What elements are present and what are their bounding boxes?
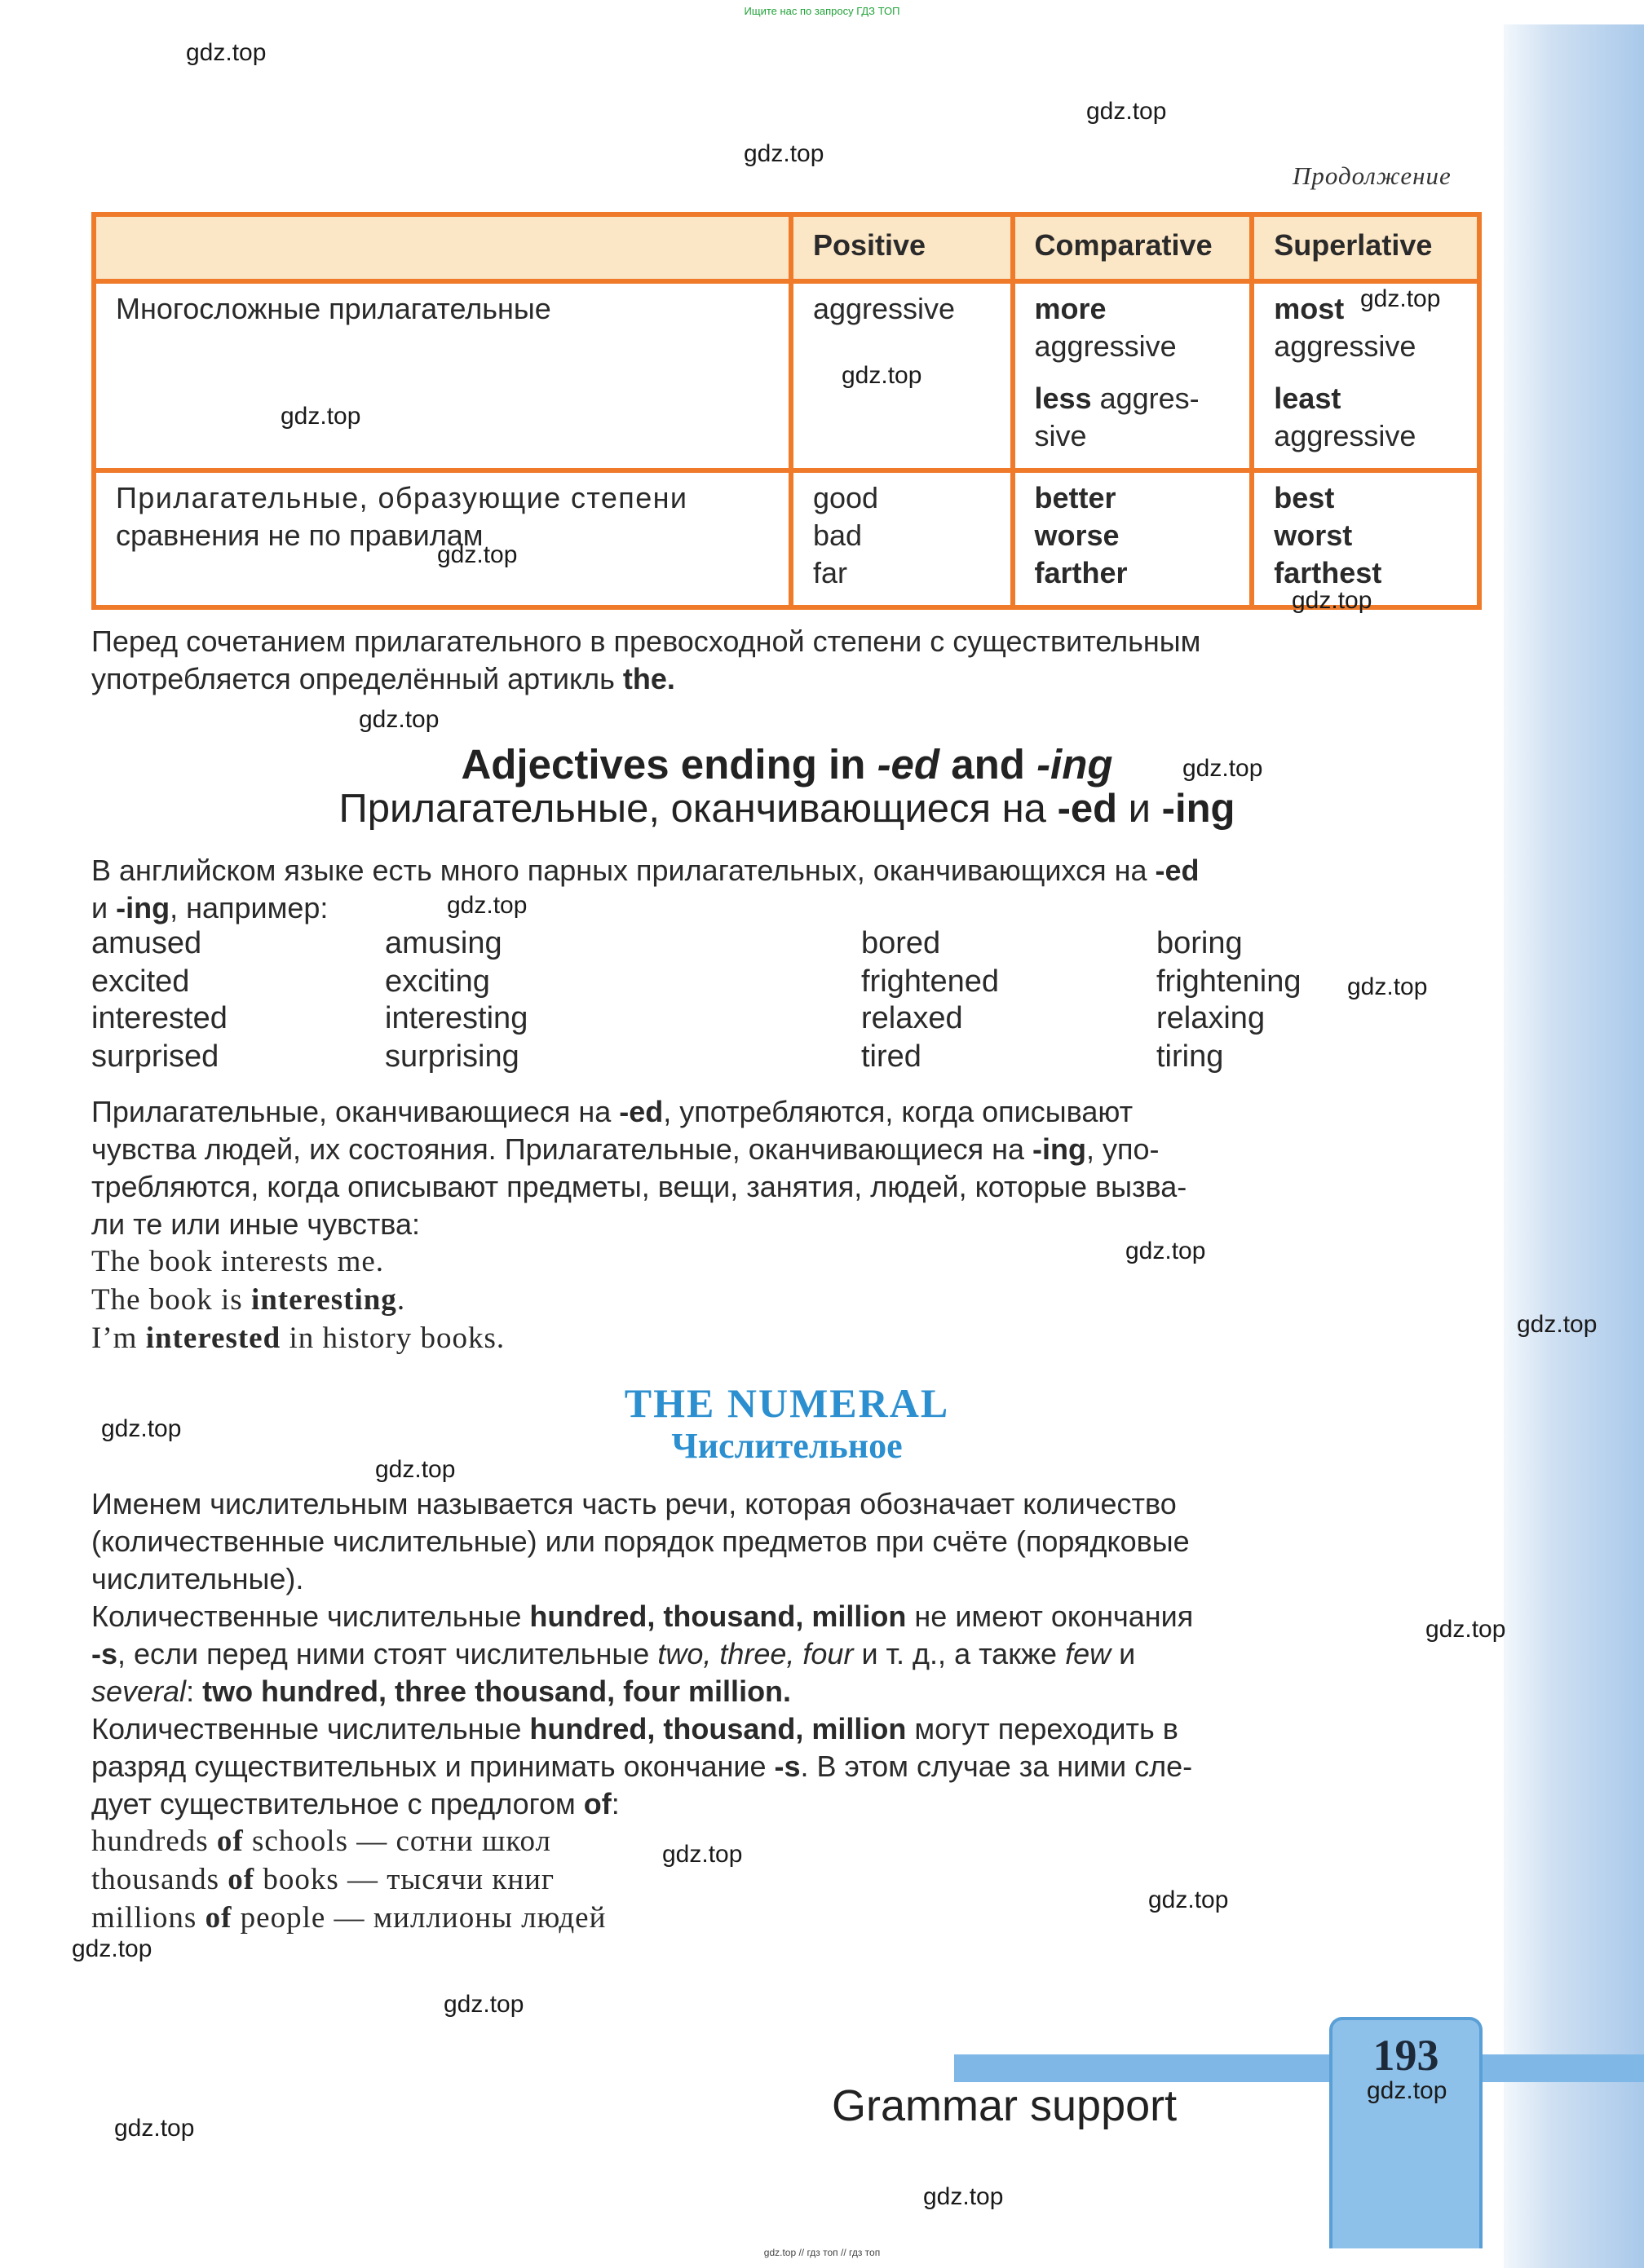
table-row [94, 281, 1479, 470]
explain-line [91, 1093, 1363, 1131]
cell-bold: better [1034, 481, 1116, 514]
watermark: gdz.top [437, 541, 518, 568]
list-item: amused [91, 926, 202, 960]
watermark: gdz.top [101, 1415, 182, 1442]
page-edge-band [1504, 24, 1644, 2268]
text: Количественные числительные [91, 1712, 530, 1745]
watermark: gdz.top [842, 362, 922, 389]
watermark: gdz.top [375, 1456, 456, 1483]
watermark: gdz.top [1148, 1886, 1229, 1913]
watermark: gdz.top [1517, 1311, 1598, 1338]
section-subtitle-ed-ing [0, 786, 1574, 832]
section-title-ed-ing [0, 740, 1574, 788]
table-cell-comparative [1013, 281, 1253, 470]
bold-text: -ed [619, 1095, 664, 1128]
list-item: frightened [861, 964, 1000, 999]
bold-text: interesting [250, 1283, 397, 1317]
ed-ing-intro [91, 852, 1363, 927]
row-label: сравнения не по правилам [116, 518, 484, 552]
cell-bold: worst [1274, 518, 1353, 552]
bold-text: of [216, 1825, 244, 1858]
bold-text: -ed [1155, 854, 1200, 887]
table-header-empty [94, 214, 791, 281]
subtitle-part: и [1117, 787, 1162, 831]
subtitle-part: -ing [1161, 787, 1235, 831]
cell-text: aggressive [812, 292, 956, 325]
subtitle-part: Прилагательные, оканчивающиеся на [338, 787, 1058, 831]
watermark: gdz.top [1125, 1238, 1206, 1264]
explain-line: ли те или иные чувства: [91, 1207, 421, 1241]
bold-text: -s [91, 1637, 118, 1670]
title-part: and [939, 741, 1037, 788]
italic-text: several [91, 1675, 187, 1708]
watermark: gdz.top [281, 403, 361, 430]
text: : [186, 1675, 203, 1708]
cell-bold: more [1034, 292, 1107, 325]
row-label: Прилагательные, образующие степени [116, 481, 688, 514]
italic-text: few [1065, 1637, 1111, 1670]
numeral-subtitle: Числительное [671, 1426, 903, 1466]
table-cell-positive [791, 470, 1013, 607]
watermark: gdz.top [1182, 755, 1263, 782]
watermark: gdz.top [447, 892, 528, 919]
cell-text: far [812, 556, 847, 589]
text: Прилагательные, оканчивающиеся на [91, 1095, 620, 1128]
watermark: gdz.top [186, 39, 267, 66]
cell-text: aggressive [1274, 419, 1416, 452]
bold-text: of [205, 1901, 232, 1935]
watermark: gdz.top [359, 706, 440, 733]
bottom-banner: gdz.top // гдз топ // гдз топ [763, 2247, 881, 2258]
intro-line [91, 852, 1363, 889]
article-note-line [91, 660, 1363, 698]
numeral-line [91, 1673, 1363, 1710]
intro-line [91, 889, 1363, 927]
watermark: gdz.top [923, 2183, 1004, 2210]
numeral-line [91, 1598, 1363, 1635]
list-item: surprising [385, 1039, 519, 1074]
bold-text: -s [774, 1750, 801, 1783]
table-cell-label [94, 470, 791, 607]
article-note [91, 623, 1363, 698]
text: . В этом случае за ними сле- [800, 1750, 1193, 1783]
text: чувства людей, их состояния. Прилагательные, оканчивающиеся на [91, 1132, 1032, 1166]
page-number: 193 [1372, 2031, 1439, 2080]
text: , употребляются, когда описывают [663, 1095, 1134, 1128]
cell-text: aggres- [1099, 382, 1200, 415]
italic-text: two, three, four [657, 1637, 854, 1670]
bold-text: the. [622, 662, 675, 695]
explain-line: требляются, когда описывают предметы, вещи, занятия, людей, которые вызва- [91, 1170, 1187, 1203]
text: употребляется определённый артикль [91, 662, 623, 695]
watermark: gdz.top [744, 140, 824, 167]
list-item: surprised [91, 1039, 219, 1074]
cell-bold: farther [1034, 556, 1128, 589]
list-item: bored [861, 926, 941, 960]
row-label: Многосложные прилагательные [116, 292, 551, 325]
text: , если перед ними стоят числительные [117, 1637, 658, 1670]
cell-text: bad [812, 518, 863, 552]
text: , упо- [1085, 1132, 1160, 1166]
list-item: tiring [1156, 1039, 1224, 1074]
text: разряд существительных и принимать окончание [91, 1750, 775, 1783]
list-item: excited [91, 964, 190, 999]
bold-text: -ing [116, 891, 170, 924]
watermark: gdz.top [1292, 587, 1372, 614]
watermark: gdz.top [1360, 285, 1441, 312]
bold-text: of [583, 1787, 612, 1820]
text: и т. д., а также [853, 1637, 1066, 1670]
text: people — миллионы людей [232, 1901, 607, 1935]
text: Количественные числительные [91, 1600, 530, 1633]
list-item: relaxed [861, 1001, 963, 1035]
table-cell-comparative [1013, 470, 1253, 607]
example-phrase [91, 1824, 551, 1859]
table-row [94, 470, 1479, 607]
text: могут переходить в [906, 1712, 1178, 1745]
list-item: interested [91, 1001, 228, 1035]
text: : [611, 1787, 620, 1820]
text: и [91, 891, 117, 924]
continuation-label: Продолжение [1293, 161, 1452, 190]
watermark: gdz.top [114, 2115, 195, 2142]
bold-text: hundred, thousand, million [529, 1600, 907, 1633]
example-sentence: The book interests me. [91, 1245, 385, 1278]
text: in history books. [281, 1322, 506, 1355]
ed-ing-explanation [91, 1093, 1363, 1243]
example-phrase [91, 1862, 555, 1897]
cell-bold: best [1274, 481, 1335, 514]
list-item: amusing [385, 926, 502, 960]
table-header-positive: Positive [791, 214, 1013, 281]
watermark: gdz.top [1425, 1616, 1506, 1643]
bold-text: interested [145, 1322, 281, 1355]
example-sentence [91, 1321, 505, 1356]
list-item: interesting [385, 1001, 528, 1035]
section-footer-title: Grammar support [832, 2081, 1178, 2130]
numeral-line: числительные). [91, 1562, 304, 1595]
watermark: gdz.top [1367, 2077, 1447, 2104]
cell-bold: less [1034, 382, 1092, 415]
text: не имеют окончания [906, 1600, 1194, 1633]
bold-text: of [228, 1863, 255, 1896]
text: millions [91, 1901, 206, 1935]
cell-bold: worse [1034, 518, 1120, 552]
cell-text: good [812, 481, 879, 514]
title-part: Adjectives ending in [461, 741, 877, 788]
numeral-line [91, 1710, 1363, 1748]
text: . [396, 1283, 406, 1317]
watermark: gdz.top [444, 1991, 524, 2018]
title-part: -ing [1036, 741, 1113, 788]
text: дует существительное с предлогом [91, 1787, 584, 1820]
numeral-line: (количественные числительные) или порядок предметов при счёте (порядковые [91, 1525, 1190, 1558]
example-phrase [91, 1900, 606, 1935]
footer-bar [954, 2054, 1644, 2082]
numeral-paragraphs [91, 1485, 1363, 1823]
table-header-comparative: Comparative [1013, 214, 1253, 281]
cell-bold: most [1274, 292, 1345, 325]
text: thousands [91, 1863, 228, 1896]
list-item: exciting [385, 964, 490, 999]
table-header-row [94, 214, 1479, 281]
bold-text: -ing [1032, 1132, 1086, 1166]
watermark: gdz.top [72, 1935, 152, 1962]
example-sentence [91, 1282, 405, 1317]
bold-text: two hundred, three thousand, four million. [202, 1675, 792, 1708]
text: I’m [91, 1322, 146, 1355]
watermark: gdz.top [662, 1841, 743, 1868]
table-cell-label [94, 281, 791, 470]
bold-text: hundred, thousand, million [529, 1712, 907, 1745]
subtitle-part: -ed [1057, 787, 1118, 831]
watermark: gdz.top [1086, 98, 1167, 125]
numeral-line [91, 1785, 1363, 1823]
text: The book is [91, 1283, 251, 1317]
text: schools — сотни школ [243, 1825, 552, 1858]
article-note-line: Перед сочетанием прилагательного в превосходной степени с существительным [91, 624, 1201, 658]
text: books — тысячи книг [254, 1863, 555, 1896]
explain-line [91, 1131, 1363, 1168]
numeral-line: Именем числительным называется часть речи, которая обозначает количество [91, 1487, 1177, 1520]
cell-bold: farthest [1274, 556, 1382, 589]
text: В английском языке есть много парных прилагательных, оканчивающихся на [91, 854, 1156, 887]
cell-text: sive [1034, 419, 1087, 452]
list-item: frightening [1156, 964, 1302, 999]
cell-text: aggressive [1274, 329, 1416, 363]
top-banner: Ищите нас по запросу ГДЗ ТОП [744, 5, 900, 17]
text: hundreds [91, 1825, 217, 1858]
list-item: relaxing [1156, 1001, 1266, 1035]
watermark: gdz.top [1347, 973, 1428, 1000]
numeral-title: THE NUMERAL [624, 1380, 950, 1426]
title-part: -ed [877, 741, 940, 788]
cell-bold: least [1274, 382, 1341, 415]
list-item: tired [861, 1039, 921, 1074]
numeral-line [91, 1748, 1363, 1785]
list-item: boring [1156, 926, 1243, 960]
table-header-superlative: Superlative [1252, 214, 1479, 281]
text: , например: [170, 891, 329, 924]
cell-text: aggressive [1034, 329, 1177, 363]
numeral-line [91, 1635, 1363, 1673]
text: и [1111, 1637, 1136, 1670]
